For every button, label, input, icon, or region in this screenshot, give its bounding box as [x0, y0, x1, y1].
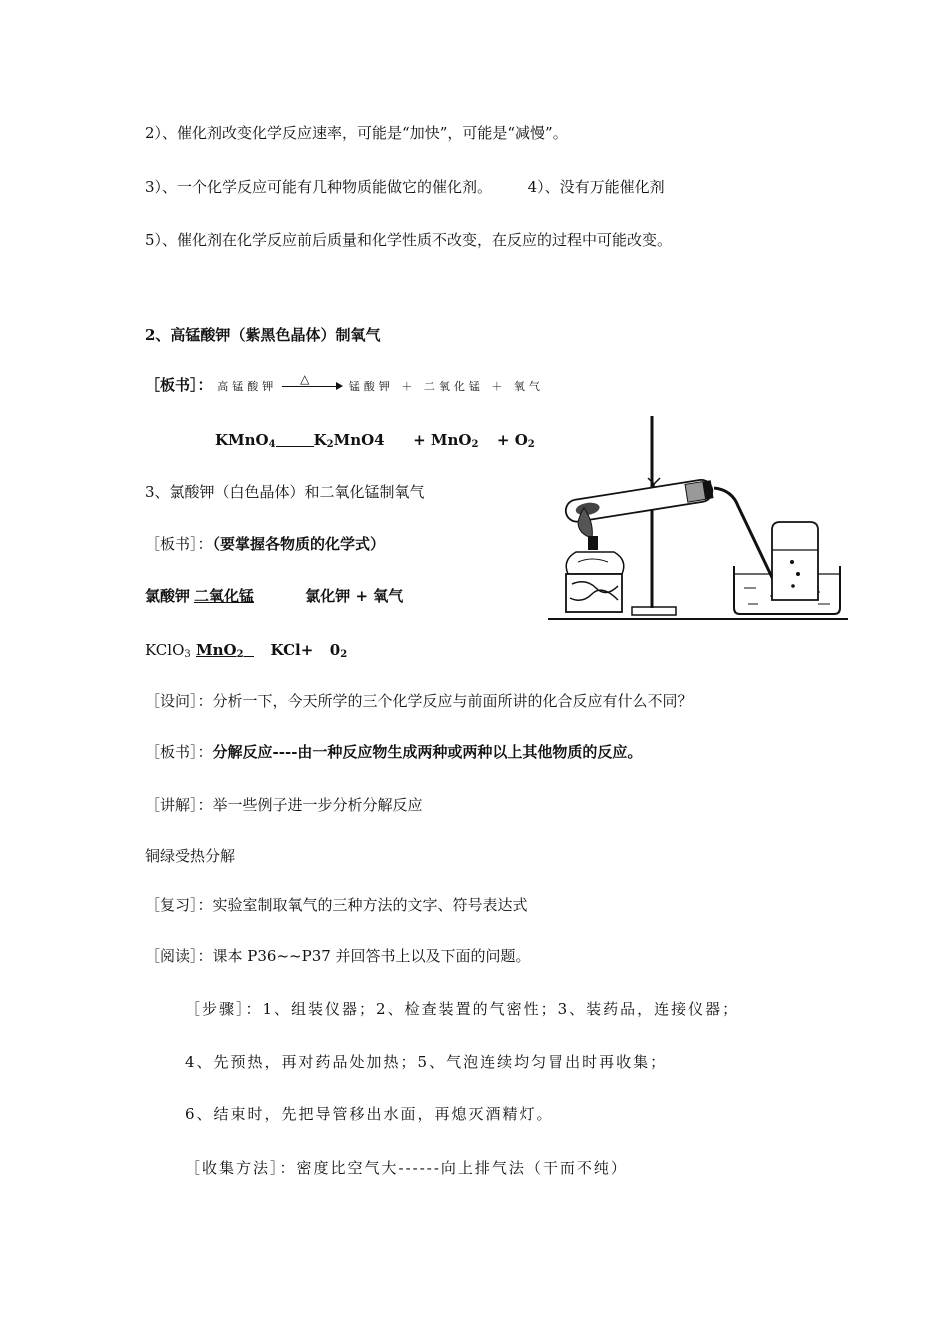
k2mno4-formula: $K_2MnO4$: [313, 431, 385, 450]
board-note-text: （要掌握各物质的化学式）: [212, 535, 386, 553]
symbol-equation-kclo3: [145, 640, 347, 665]
word-reactant: 氯酸钾: [145, 587, 191, 605]
review-line: [145, 895, 528, 915]
reading-label: ［阅读］：: [145, 947, 213, 965]
catalyst-multiple-text: 3）、一个化学反应可能有几种物质能做它的催化剂。: [145, 178, 493, 196]
arrow-blank: [276, 432, 314, 447]
paragraph-catalyst-mass: 5）、催化剂在化学反应前后质量和化学性质不改变，在反应的过程中可能改变。: [145, 231, 673, 249]
lecture-text: 举一些例子进一步分析分解反应: [212, 796, 423, 814]
steps-line-2: 4、先预热，再对药品处加热；5、气泡连续均匀冒出时再收集；: [185, 1053, 668, 1071]
review-text: 实验室制取氧气的三种方法的文字、符号表达式: [212, 896, 528, 914]
gas-collecting-bottle: [772, 522, 818, 600]
kclo3-formula: KClO$_3$: [145, 641, 191, 660]
section-heading-kclo3: 3、氯酸钾（白色晶体）和二氧化锰制氧气: [145, 483, 425, 501]
steps-line-1: ［步骤］：1、组装仪器；2、检查装置的气密性；3、装药品，连接仪器；: [185, 1000, 740, 1018]
section-heading-kmno4: 2、高锰酸钾（紫黑色晶体）制氧气: [145, 326, 381, 344]
mno2-catalyst: MnO$_2$: [195, 641, 244, 660]
word-catalyst: 二氧化锰: [194, 587, 255, 605]
kmno4-formula: KMnO$_4$: [215, 431, 276, 450]
reading-text: 课本 P36~~P37 并回答书上以及下面的问题。: [212, 947, 531, 965]
board-equation-kmno4: [145, 372, 544, 397]
plus-sign: +: [413, 431, 426, 449]
board-label: ［板书］：: [145, 535, 213, 553]
review-label: ［复习］：: [145, 896, 213, 914]
reaction-arrow: [282, 372, 344, 393]
symbol-equation-kmno4: [215, 430, 535, 455]
heat-symbol: △: [300, 372, 310, 386]
board-label: ［板书］：: [145, 376, 213, 394]
paragraph-catalyst-rate: 2）、催化剂改变化学反应速率，可能是“加快”，可能是“减慢”。: [145, 124, 568, 142]
o2-formula: + $O_2$: [496, 431, 535, 450]
collection-method-line: ［收集方法］：密度比空气大------向上排气法（干而不纯）: [185, 1159, 628, 1177]
board-label: ［板书］：: [145, 743, 213, 761]
question-line: [145, 691, 693, 711]
kcl-formula: KCl+: [270, 641, 314, 659]
steps-line-3: 6、结束时，先把导管移出水面，再熄灭酒精灯。: [185, 1105, 554, 1123]
question-text: 分析一下，今天所学的三个化学反应与前面所讲的化合反应有什么不同？: [212, 692, 693, 710]
board-note-formulas: [145, 534, 385, 554]
stand-base: [632, 607, 676, 615]
catalyst-universal-text: 4）、没有万能催化剂: [527, 178, 665, 196]
lecture-line: [145, 795, 423, 815]
board-reactant: 高锰酸钾: [217, 380, 278, 393]
board-products: 锰酸钾 ＋ 二氧化锰 ＋ 氧气: [348, 380, 544, 393]
board-decomposition: [145, 742, 642, 762]
decomposition-definition: 分解反应----由一种反应物生成两种或两种以上其他物质的反应。: [212, 743, 643, 761]
o2-formula: $0_2$: [329, 641, 348, 660]
lecture-label: ［讲解］：: [145, 796, 213, 814]
oxygen-apparatus-illustration: [548, 412, 848, 624]
paragraph-catalyst-multiple: [145, 177, 665, 197]
reading-line: [145, 946, 531, 966]
word-products: 氯化钾 + 氧气: [305, 587, 404, 605]
copper-green-line: 铜绿受热分解: [145, 847, 236, 865]
mno2-formula: MnO$_2$: [430, 431, 479, 450]
word-equation-kclo3: [145, 586, 403, 606]
question-label: ［设问］：: [145, 692, 213, 710]
